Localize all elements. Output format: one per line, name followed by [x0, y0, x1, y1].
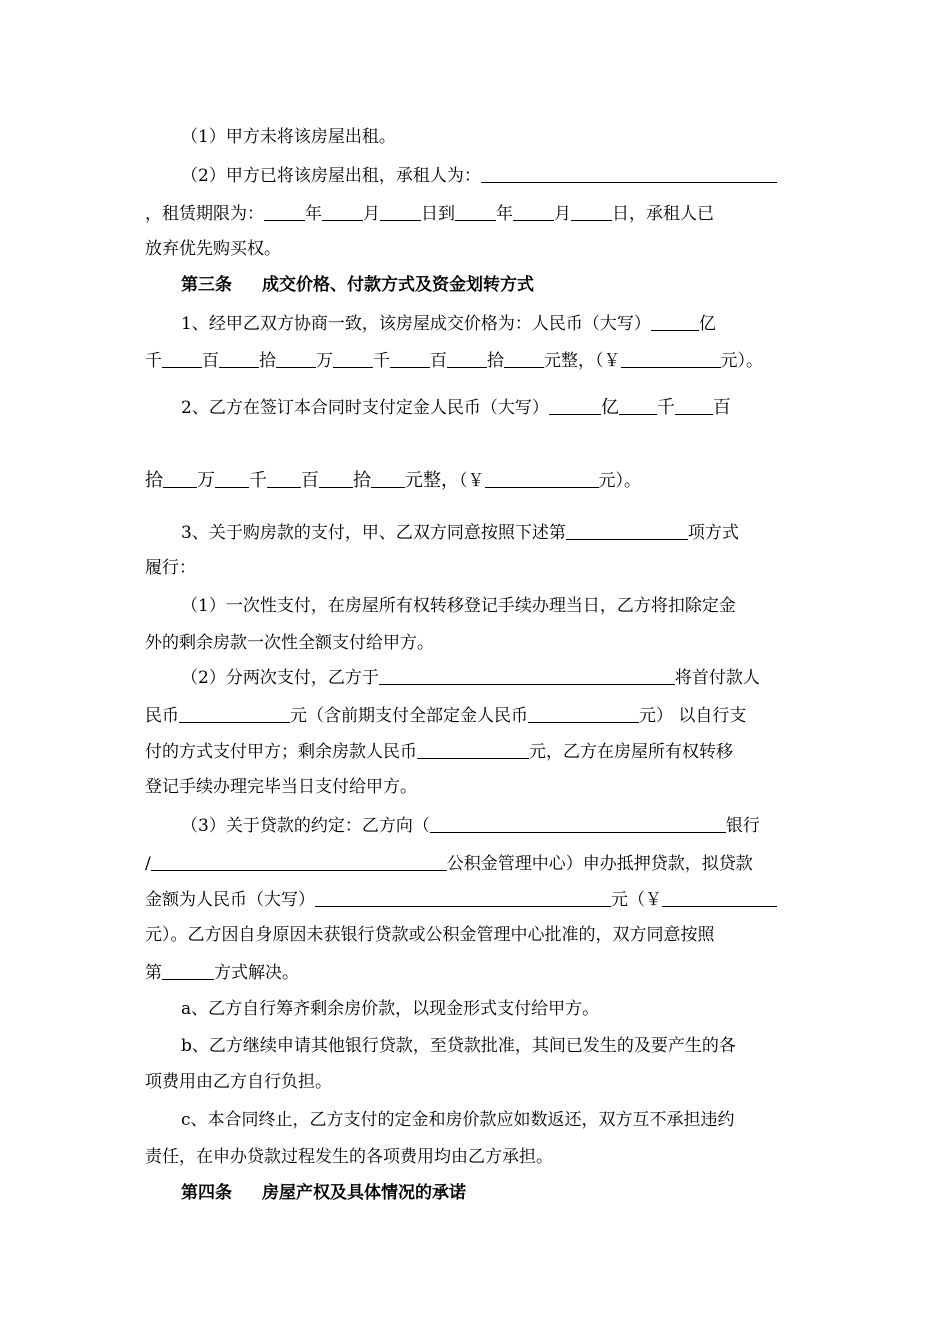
clause-c-line-2: 责任，在申办贷款过程发生的各项费用均由乙方承担。	[145, 1147, 553, 1167]
article-4-heading	[181, 1183, 466, 1203]
option-3-line-3: 金额为人民币（大写） 元（￥	[145, 889, 777, 910]
first-payment-date-blank[interactable]	[379, 667, 675, 685]
deposit-qian-blank[interactable]	[619, 397, 657, 415]
deposit-wan-blank[interactable]	[215, 470, 249, 488]
price-line-1: 1、经甲乙双方协商一致，该房屋成交价格为：人民币（大写） 亿	[181, 314, 716, 334]
deposit-shi-blank[interactable]	[163, 470, 197, 488]
resolution-method-blank[interactable]	[162, 962, 214, 980]
end-year-blank[interactable]	[455, 203, 496, 221]
start-day-blank[interactable]	[380, 203, 421, 221]
first-payment-amount-blank[interactable]	[179, 705, 290, 723]
price-line-2: 千 百 拾 万 千 百 拾 元整，（￥ 元）。	[145, 351, 763, 371]
remaining-amount-blank[interactable]	[417, 741, 529, 759]
deposit-yi-blank[interactable]	[549, 397, 601, 415]
option-3-line-5: 第 方式解决。	[145, 963, 299, 983]
price-bai-blank[interactable]	[219, 350, 259, 368]
clause-b-line-1: b、乙方继续申请其他银行贷款，至贷款批准，其间已发生的及要产生的各	[181, 1036, 736, 1056]
option-2-line-1: （2）分两次支付，乙方于 将首付款人	[181, 668, 760, 688]
deposit-included-blank[interactable]	[528, 705, 639, 723]
price-wan-blank[interactable]	[333, 350, 373, 368]
start-month-blank[interactable]	[322, 203, 363, 221]
option-3-line-2: / 公积金管理中心）申办抵押贷款，拟贷款	[145, 854, 753, 874]
option-2-line-4: 登记手续办理完毕当日支付给甲方。	[145, 777, 417, 797]
article-4-title: 房屋产权及具体情况的承诺	[262, 1183, 466, 1203]
clause-a: a、乙方自行筹齐剩余房价款，以现金形式支付给甲方。	[181, 999, 600, 1019]
deposit-shi2-blank[interactable]	[371, 470, 405, 488]
article-4-number: 第四条	[181, 1183, 232, 1203]
deposit-line-2: 拾 万 千 百 拾 元整，（￥ 元）。	[145, 470, 641, 491]
article-3-title: 成交价格、付款方式及资金划转方式	[262, 275, 534, 295]
option-2-line-2: 民币 元（含前期支付全部定金人民币 元） 以自行支	[145, 706, 747, 726]
payment-method-line-2: 履行：	[145, 558, 196, 578]
tenant-blank[interactable]	[481, 165, 777, 183]
start-year-blank[interactable]	[264, 203, 305, 221]
payment-method-line: 3、关于购房款的支付，甲、乙双方同意按照下述第 项方式	[181, 523, 739, 543]
option-3-line-4: 元）。乙方因自身原因未获银行贷款或公积金管理中心批准的，双方同意按照	[145, 925, 715, 945]
clause-b-line-2: 项费用由乙方自行负担。	[145, 1072, 332, 1092]
price-yi-blank[interactable]	[651, 313, 699, 331]
payment-method-blank[interactable]	[566, 522, 688, 540]
lease-period: ，租赁期限为： 年 月 日到 年 月 日，承租人已	[145, 204, 714, 224]
rent-option-1: （1）甲方未将该房屋出租。	[181, 127, 396, 147]
loan-amount-blank[interactable]	[315, 889, 611, 907]
deposit-yen-blank[interactable]	[485, 470, 599, 488]
deposit-bai2-blank[interactable]	[319, 470, 353, 488]
deposit-line-1: 2、乙方在签订本合同时支付定金人民币（大写） 亿 千 百	[181, 397, 731, 418]
end-month-blank[interactable]	[513, 203, 554, 221]
waive-priority: 放弃优先购买权。	[145, 239, 281, 259]
article-3-number: 第三条	[181, 275, 232, 295]
option-1-line-2: 外的剩余房款一次性全额支付给甲方。	[145, 633, 434, 653]
option-2-line-3: 付的方式支付甲方；剩余房款人民币 元，乙方在房屋所有权转移	[145, 742, 733, 762]
fund-center-blank[interactable]	[151, 853, 447, 871]
price-yen-blank[interactable]	[621, 350, 721, 368]
option-3-line-1: （3）关于贷款的约定：乙方向（ 银行	[181, 816, 760, 836]
rent-option-2-text: （2）甲方已将该房屋出租，承租人为：	[181, 166, 481, 186]
price-qian2-blank[interactable]	[390, 350, 430, 368]
price-qian-blank[interactable]	[162, 350, 202, 368]
price-shi-blank[interactable]	[276, 350, 316, 368]
option-1-line-1: （1）一次性支付，在房屋所有权转移登记手续办理当日，乙方将扣除定金	[181, 596, 736, 616]
bank-name-blank[interactable]	[430, 815, 726, 833]
price-bai2-blank[interactable]	[447, 350, 487, 368]
deposit-bai-blank[interactable]	[675, 397, 713, 415]
loan-yen-blank[interactable]	[662, 889, 777, 907]
end-day-blank[interactable]	[571, 203, 612, 221]
rent-option-2	[181, 165, 777, 186]
article-3-heading	[181, 275, 534, 295]
price-shi2-blank[interactable]	[504, 350, 544, 368]
clause-c-line-1: c、本合同终止，乙方支付的定金和房价款应如数返还，双方互不承担违约	[181, 1110, 735, 1130]
deposit-qian2-blank[interactable]	[267, 470, 301, 488]
